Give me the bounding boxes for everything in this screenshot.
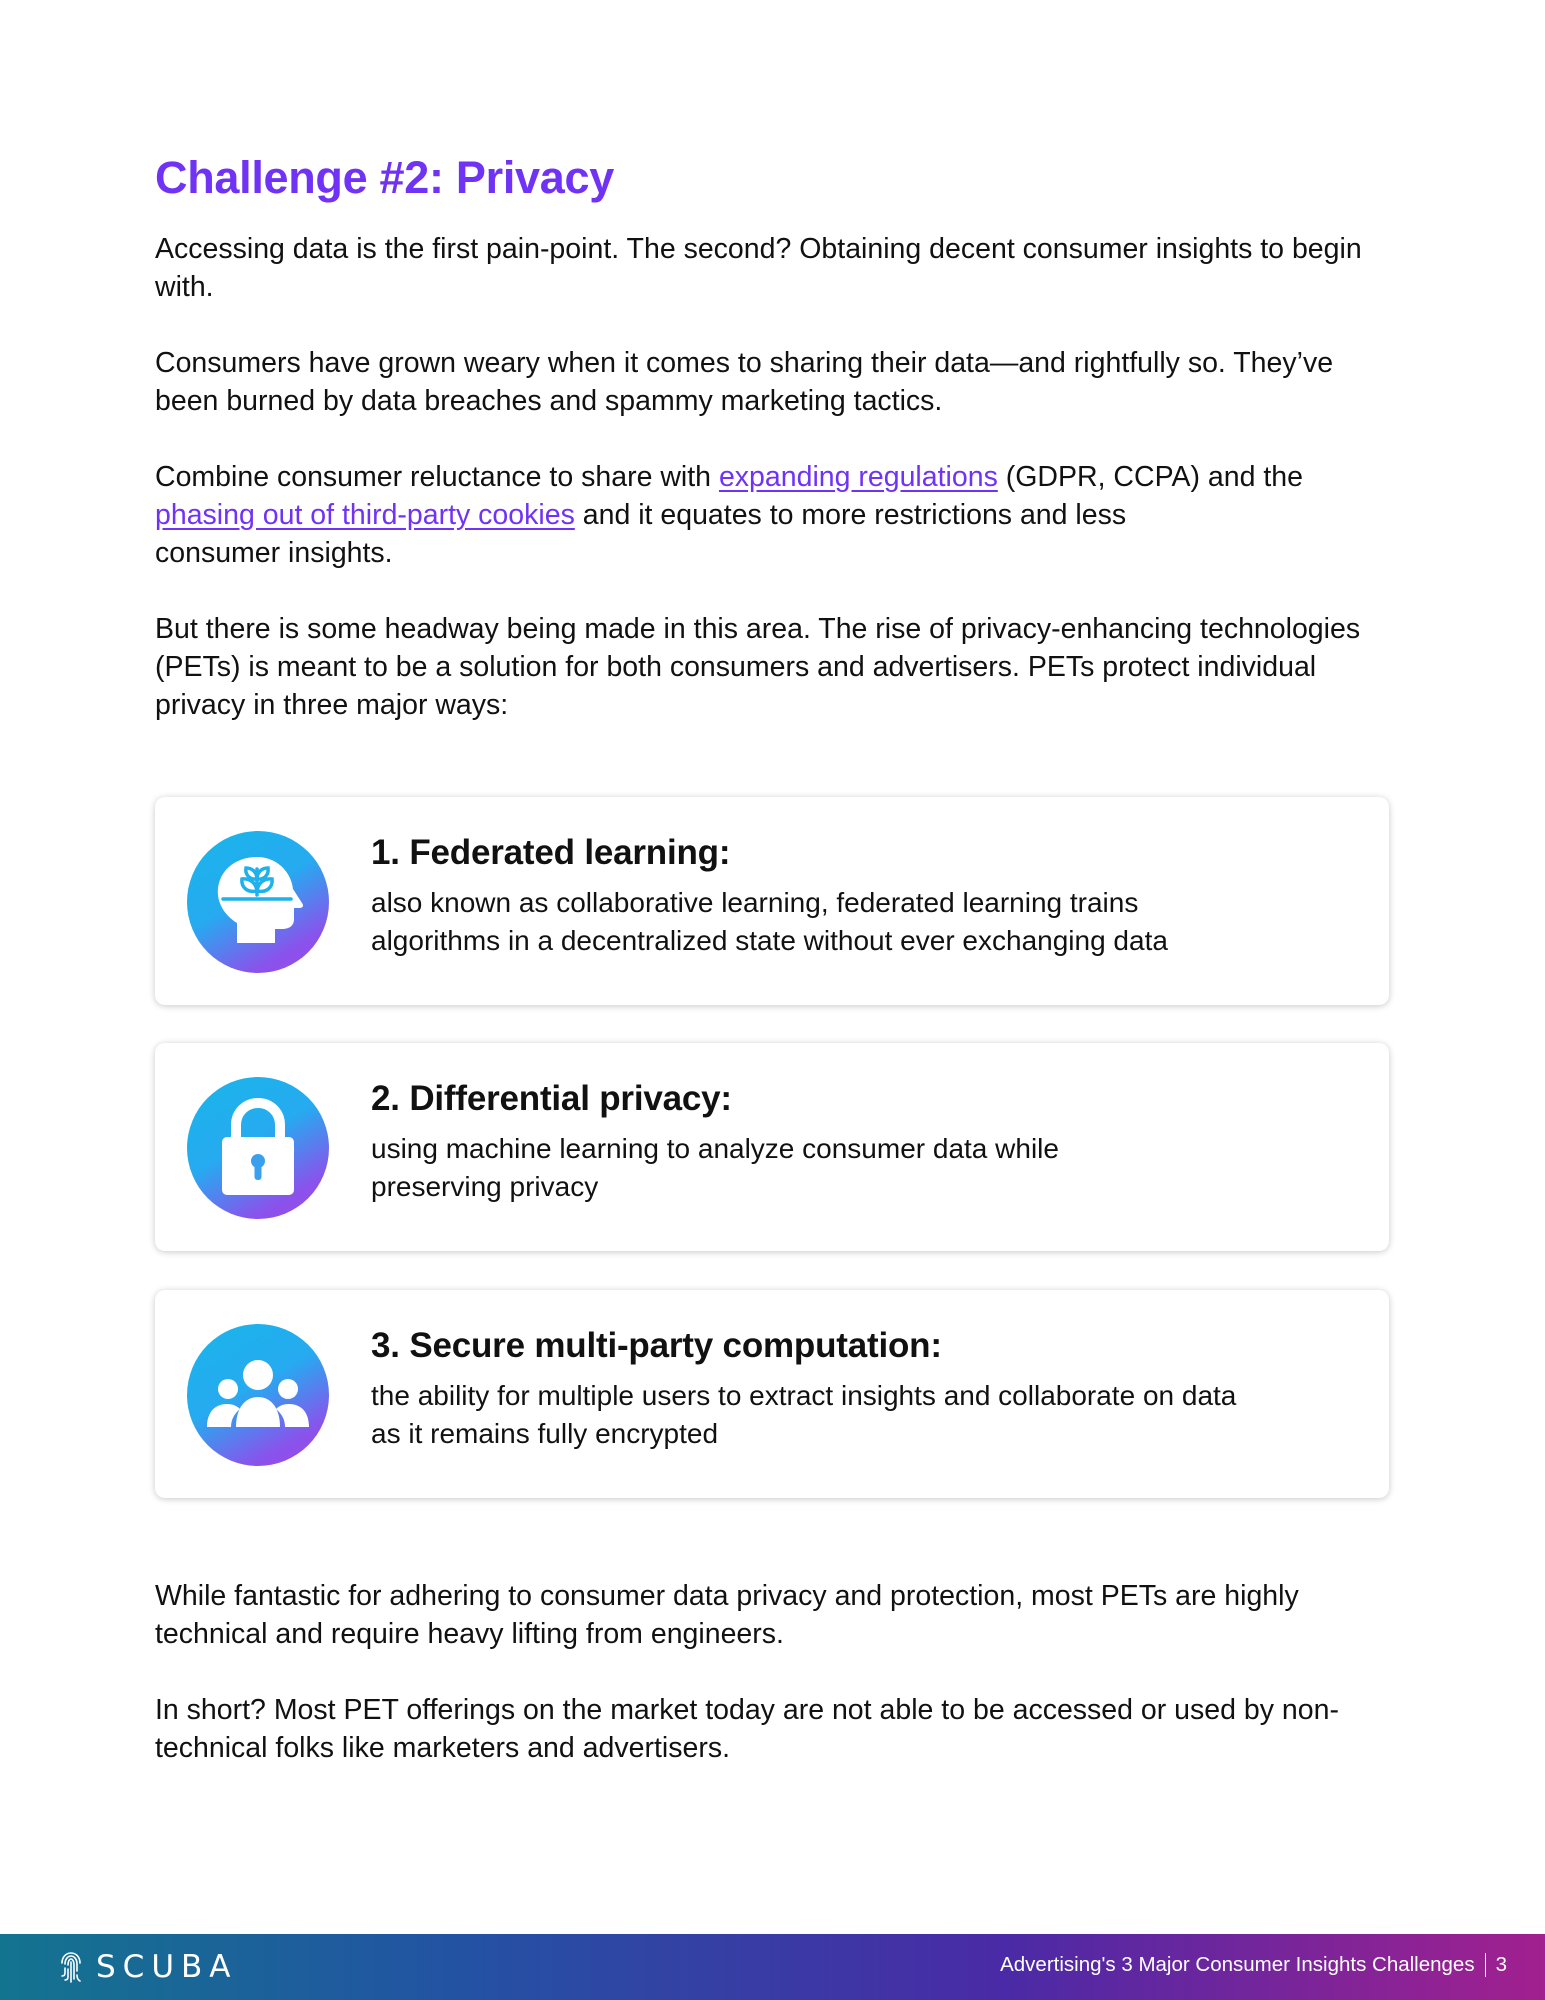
card-description: [371, 1377, 1331, 1453]
card-description-line: as it remains fully encrypted: [371, 1418, 719, 1449]
regulations-text-1: Combine consumer reluctance to share with: [155, 461, 719, 493]
third-party-cookies-link[interactable]: phasing out of third-party cookies: [155, 499, 575, 531]
page-number: 3: [1495, 1953, 1507, 1976]
secure-multi-party-computation-card: [155, 1290, 1389, 1498]
expanding-regulations-link[interactable]: expanding regulations: [718, 461, 998, 493]
fingerprint-icon: [56, 1949, 86, 1985]
differential-privacy-card: [155, 1043, 1389, 1251]
page-footer: [0, 1934, 1545, 2000]
card-description: [371, 884, 1331, 960]
card-description-line: algorithms in a decentralized state without ever exchanging data: [371, 925, 1168, 956]
scuba-logo: [56, 1948, 238, 1986]
footer-doc-title: Advertising's 3 Major Consumer Insights Challenges: [1000, 1953, 1475, 1976]
card-description-line: using machine learning to analyze consumer data while: [371, 1133, 1059, 1164]
card-description-line: preserving privacy: [371, 1171, 599, 1202]
card-description: [371, 1130, 1331, 1206]
regulations-text-3: and it equates to more restrictions and less: [574, 499, 1127, 531]
page-title: Challenge #2: Privacy: [155, 152, 614, 203]
intro-paragraph: Accessing data is the first pain-point. The second? Obtaining decent consumer insights to begin with.: [155, 233, 1362, 303]
card-title: 2. Differential privacy:: [371, 1079, 732, 1118]
footer-divider: [1485, 1953, 1486, 1977]
group-people-icon: [187, 1324, 329, 1466]
card-description-line: the ability for multiple users to extract insights and collaborate on data: [371, 1380, 1237, 1411]
regulations-text-2: (GDPR, CCPA) and the: [997, 461, 1303, 493]
pets-technical-paragraph: While fantastic for adhering to consumer data privacy and protection, most PETs are highly technical and require heavy lifting from engineers.: [155, 1580, 1299, 1650]
padlock-icon: [187, 1077, 329, 1219]
in-short-paragraph: In short? Most PET offerings on the market today are not able to be accessed or used by non-technical folks like marketers and advertisers.: [155, 1694, 1339, 1764]
pets-paragraph: But there is some headway being made in this area. The rise of privacy-enhancing technologies (PETs) is meant to be a solution for both consumers and advertisers. PETs protect individual privacy in three major ways:: [155, 613, 1361, 721]
footer-doc-info: [1000, 1953, 1507, 1977]
card-title: 1. Federated learning:: [371, 833, 731, 872]
regulations-paragraph: [155, 458, 1395, 572]
head-sprout-icon: [187, 831, 329, 973]
consumer-weariness-paragraph: Consumers have grown weary when it comes to sharing their data—and rightfully so. They’ve been burned by data breaches and spammy marketing tactics.: [155, 347, 1334, 417]
card-title: 3. Secure multi-party computation:: [371, 1326, 942, 1365]
regulations-text-4: consumer insights.: [155, 537, 393, 569]
logo-text: SCUBA: [96, 1949, 238, 1985]
card-description-line: also known as collaborative learning, federated learning trains: [371, 887, 1139, 918]
federated-learning-card: [155, 797, 1389, 1005]
